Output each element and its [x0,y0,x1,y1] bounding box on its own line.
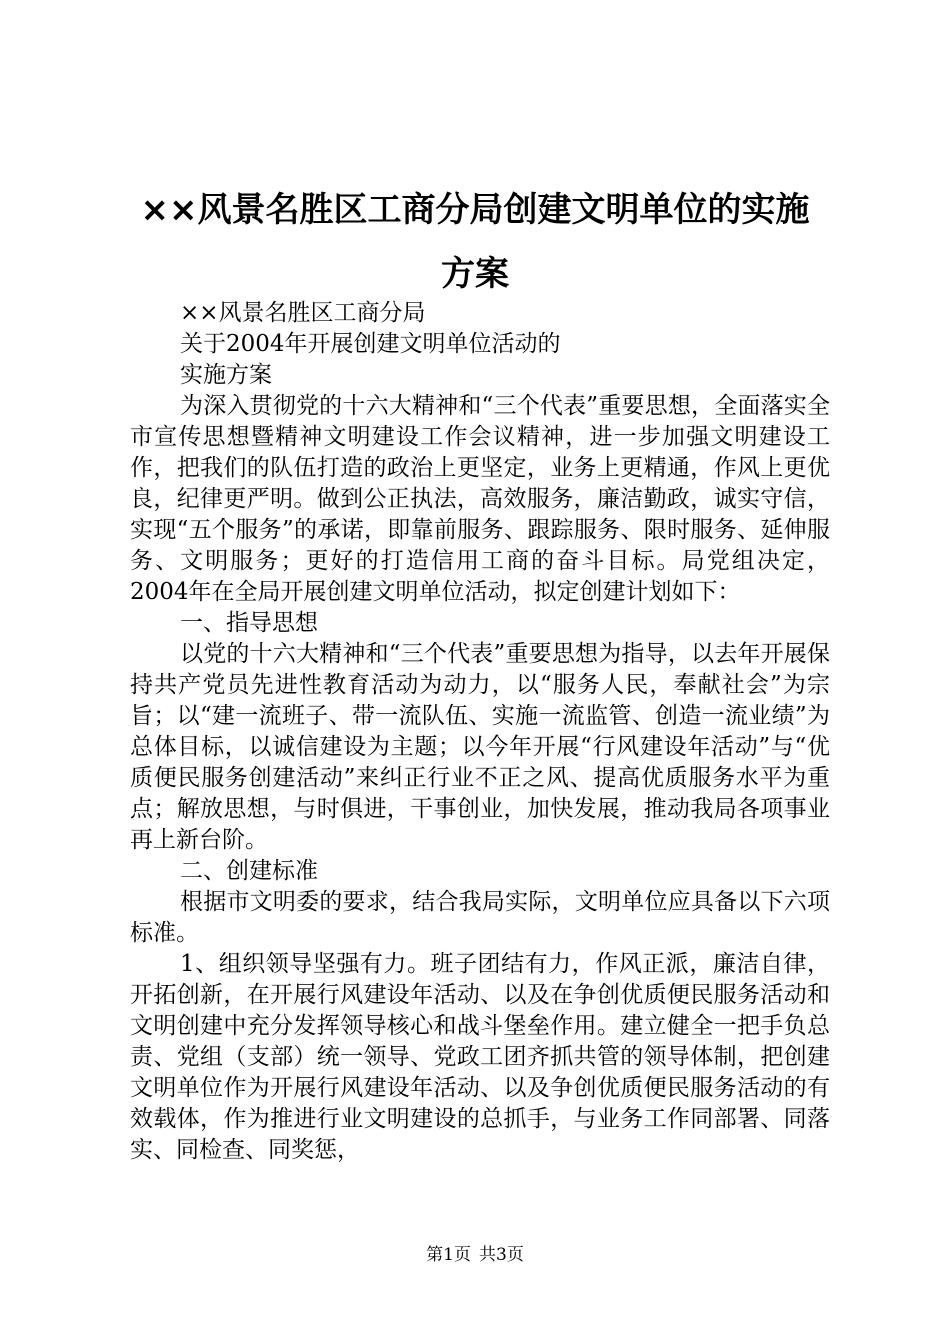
guiding-thought-paragraph: 以党的十六大精神和“三个代表”重要思想为指导，以去年开展保持共产党员先进性教育活动为动力，以“服务人民，奉献社会”为宗旨；以“建一流班子、带一流队伍、实施一流监管、创造一流业绩”为总体目标，以诚信建设为主题；以今年开展“行风建设年活动”与“优质便民服务创建活动”来纠正行业不正之风、提高优质服务水平为重点；解放思想，与时俱进，干事创业，加快发展，推动我局各项事业再上新台阶。 [130,641,830,853]
page-footer [0,1243,950,1267]
document-title-line-1: ××风景名胜区工商分局创建文明单位的实施 [140,190,810,230]
section-heading-guiding-thought: 一、指导思想 [180,610,318,636]
standard-item-1-paragraph: 1、组织领导坚强有力。班子团结有力，作风正派，廉洁自律，开拓创新，在开展行风建设年活动、以及在争创优质便民服务活动和文明创建中充分发挥领导核心和战斗堡垒作用。建立健全一把手负总责、党组（支部）统一领导、党政工团齐抓共管的领导体制，把创建文明单位作为开展行风建设年活动、以及争创优质便民服务活动的有效载体，作为推进行业文明建设的总抓手，与业务工作同部署、同落实、同检查、同奖惩， [130,951,830,1163]
subtitle-line: 关于2004年开展创建文明单位活动的 [180,331,561,357]
section-heading-standards: 二、创建标准 [180,858,318,884]
standards-intro-paragraph: 根据市文明委的要求，结合我局实际，文明单位应具备以下六项标准。 [130,889,830,946]
page-number-current: 第1页 [426,1245,471,1265]
intro-paragraph: 为深入贯彻党的十六大精神和“三个代表”重要思想，全面落实全市宣传思想暨精神文明建设工作会议精神，进一步加强文明建设工作，把我们的队伍打造的政治上更坚定，业务上更精通，作风上更优良，纪律更严明。做到公正执法，高效服务，廉洁勤政，诚实守信，实现“五个服务”的承诺，即靠前服务、跟踪服务、限时服务、延伸服务、文明服务；更好的打造信用工商的奋斗目标。局党组决定，2004年在全局开展创建文明单位活动，拟定创建计划如下： [130,393,830,605]
document-title [120,178,830,306]
subtitle-line-2: 实施方案 [180,362,272,388]
document-title-line-2: 方案 [441,254,509,294]
issuer-line: ××风景名胜区工商分局 [180,300,426,326]
document-body [130,298,830,1166]
page-number-total: 共3页 [479,1245,524,1265]
